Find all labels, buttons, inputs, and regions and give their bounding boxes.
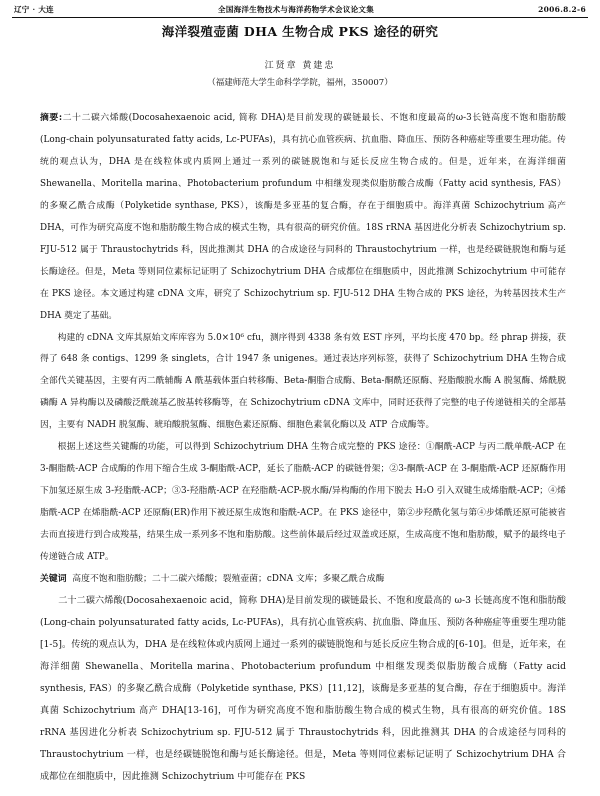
abstract-block [40,108,566,789]
running-header [14,3,586,16]
paper-affiliation: （福建师范大学生命科学学院，福州，350007） [207,78,393,88]
intro-paragraph: 二十二碳六烯酸(Docosahexaenoic acid，简称 DHA)是目前发现的碳链最长、不饱和度最高的 ω-3 长链高度不饱和脂肪酸(Long-chain polyunsaturated fatty acids, Lc-PUFAs)，具有抗心血管疾病、抗血脂、降血压、预防各种癌症等重要生理功能[1-5]。传统的观点认为，DHA 是在线粒体或内质网上通过一系列的碳链脱饱和与延长反应生物合成的[6-10]。但是，近年来，在海洋细菌 Shewanella、Moritella marina、Photobacterium profundum 中相继发现类似脂肪酸合成酶（Fatty acid synthesis, FAS）的多聚乙酰合成酶（Polyketide synthase, PKS）[11,12]，该酶是多亚基的复合酶，存在于细胞质中。海洋真菌 Schizochytrium 高产 DHA[13-16]，可作为研究高度不饱和脂肪酸生物合成的模式生物，具有很高的研究价值。18S rRNA 基因进化分析表 Schizochytrium sp. FJU-512 属于 Thraustochytrids 科，因此推测其 DHA 的合成途径与同科的 Thraustochytrium 一样，也是经碳链脱饱和酶与延长酶途径。但是，Meta 等则同位素标记证明了 Schizochytrium DHA 合成都位在细胞质中，因此推测 Schizochytrium 中可能存在 PKS [40,595,566,782]
header-right: 2006.8.2-6 [538,5,586,14]
abstract-paragraph-1 [40,108,566,328]
abstract-label: 摘要: [40,113,63,123]
header-left: 辽宁 · 大连 [14,5,54,14]
keywords-text: 高度不饱和脂肪酸；二十二碳六烯酸；裂殖壶菌；cDNA 文库；多聚乙酰合成酶 [72,574,385,585]
keywords-line [40,569,566,591]
header-center: 全国海洋生物技术与海洋药物学术会议论文集 [218,5,375,14]
header-rule [12,17,588,18]
paper-authors: 江贤章 黄建忠 [264,61,336,71]
abstract-paragraph-3: 根据上述这些关键酶的功能，可以得到 Schizochytrium DHA 生物合成完整的 PKS 途径：①酮酰-ACP 与丙二酰单酰-ACP 在 3-酮脂酰-ACP 合成酶的作用下缩合生成 3-酮脂酰-ACP，延长了脂酰-ACP 的碳链骨架；②3-酮酰-ACP 在 3-酮脂酰-ACP 还原酶作用下加氢还原生成 3-羟脂酰-ACP；③3-羟脂酰-ACP 在羟脂酰-ACP-脱水酶/异构酶的作用下脱去 H₂O 引入双键生成烯脂酰-ACP；④烯脂酰-ACP 在烯脂酰-ACP 还原酶(ER)作用下被还原生成饱和脂酰-ACP。在 PKS 途径中，第②步羟酰化氢与第④步烯酰还原可能被省去而直接进行到合成羧基，结果生成一系列多不饱和脂肪酸。这些前体最后经过双盖或还原，生成高度不饱和脂肪酸，赋予的最终电子传递链合成 ATP。 [40,442,566,563]
abstract-text-1: 二十二碳六烯酸(Docosahexaenoic acid, 简称 DHA)是目前发现的碳链最长、不饱和度最高的ω-3长链高度不饱和脂肪酸(Long-chain polyunsaturated fatty acids, Lc-PUFAs)，具有抗心血管疾病、抗血脂、降血压、预防各种癌症等重要生理功能。传统的观点认为，DHA 是在线粒体或内质网上通过一系列的碳链脱饱和与延长反应生物合成的。但是，近年来，在海洋细菌 Shewanella、Moritella marina、Photobacterium profundum 中相继发现类似脂肪酸合成酶（Fatty acid synthesis, FAS）的多聚乙酰合成酶（Polyketide synthase, PKS），该酶是多亚基的复合酶，存在于细胞质中。海洋真菌 Schizochytrium 高产 DHA，可作为研究高度不饱和脂肪酸生物合成的模式生物，具有很高的研究价值。18S rRNA 基因进化分析表 Schizochytrium sp. FJU-512 属于 Thraustochytrids 科，因此推测其 DHA 的合成途径与同科的 Thraustochytrium 一样，也是经碳链脱饱和酶与延长酶途径。但是，Meta 等则同位素标记证明了 Schizochytrium DHA 合成都位在细胞质中，因此推测 Schizochytrium 中可能存在 PKS 途径。本文通过构建 cDNA 文库，研究了 Schizochytrium sp. FJU-512 DHA 生物合成的 PKS 途径，为转基因技术生产 DHA 奠定了基础。 [40,113,567,321]
keywords-label: 关键词 [40,574,67,585]
abstract-paragraph-2: 构建的 cDNA 文库其原始文库库容为 5.0×10⁶ cfu，测序得到 4338 条有效 EST 序列，平均长度 470 bp。经 phrap 拼接，获得了 648 条 contigs、1299 条 singlets，合计 1947 条 unigenes。通过表达序列标签，获得了 Schizochytrium DHA 生物合成全部代关键基因，主要有丙二酰辅酶 A 酰基载体蛋白转移酶、Beta-酮脂合成酶、Beta-酮酰还原酶、羟脂酸脱水酶 A 脱氢酶、烯酰脱磷酶 A 异构酶以及磷酸泛酰巯基乙胺基转移酶等，在 Schizochytrium cDNA 文库中，同时还获得了完整的电子传递链相关的全部基因，主要有 NADH 脱氢酶、琥珀酸脱氢酶、细胞色素还原酶、细胞色素氧化酶以及 ATP 合成酶等。 [40,332,566,431]
paper-title: 海洋裂殖壶菌 DHA 生物合成 PKS 途径的研究 [161,24,439,39]
